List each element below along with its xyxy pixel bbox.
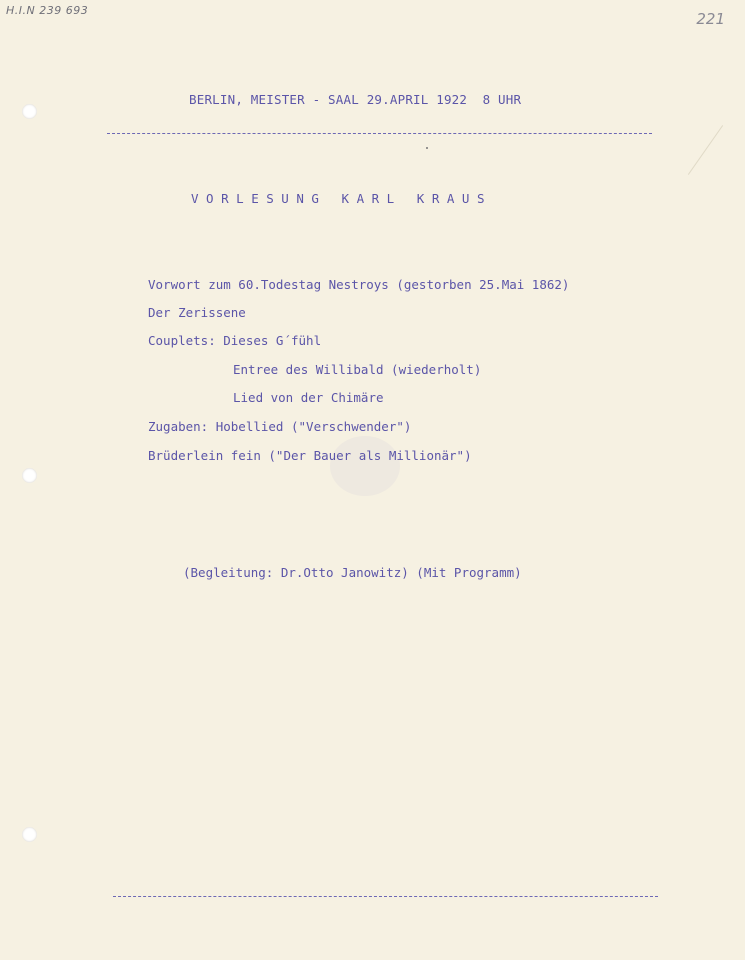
punch-hole-icon: [22, 827, 37, 842]
program-line: Entree des Willibald (wiederholt): [233, 362, 482, 377]
bottom-dashed-rule: [113, 896, 658, 897]
ink-dot: [426, 147, 428, 149]
punch-hole-icon: [22, 104, 37, 119]
faint-stamp: [330, 436, 400, 496]
archive-signature: H.I.N 239 693: [6, 4, 89, 17]
paper-crease: [688, 125, 723, 175]
top-dashed-rule: [107, 133, 652, 134]
program-line: Lied von der Chimäre: [233, 390, 384, 405]
punch-hole-icon: [22, 468, 37, 483]
document-title: V O R L E S U N G K A R L K R A U S: [191, 191, 485, 206]
program-line: Couplets: Dieses G´fühl: [148, 333, 322, 348]
program-line: Zugaben: Hobellied ("Verschwender"): [148, 419, 412, 434]
page-number: 221: [696, 10, 725, 28]
accompaniment-note: (Begleitung: Dr.Otto Janowitz) (Mit Programm): [183, 565, 522, 580]
program-line: Brüderlein fein ("Der Bauer als Millionär"): [148, 448, 472, 463]
event-header: BERLIN, MEISTER - SAAL 29.APRIL 1922 8 UHR: [189, 92, 522, 107]
program-line: Der Zerissene: [148, 305, 246, 320]
program-line: Vorwort zum 60.Todestag Nestroys (gestorben 25.Mai 1862): [148, 277, 570, 292]
